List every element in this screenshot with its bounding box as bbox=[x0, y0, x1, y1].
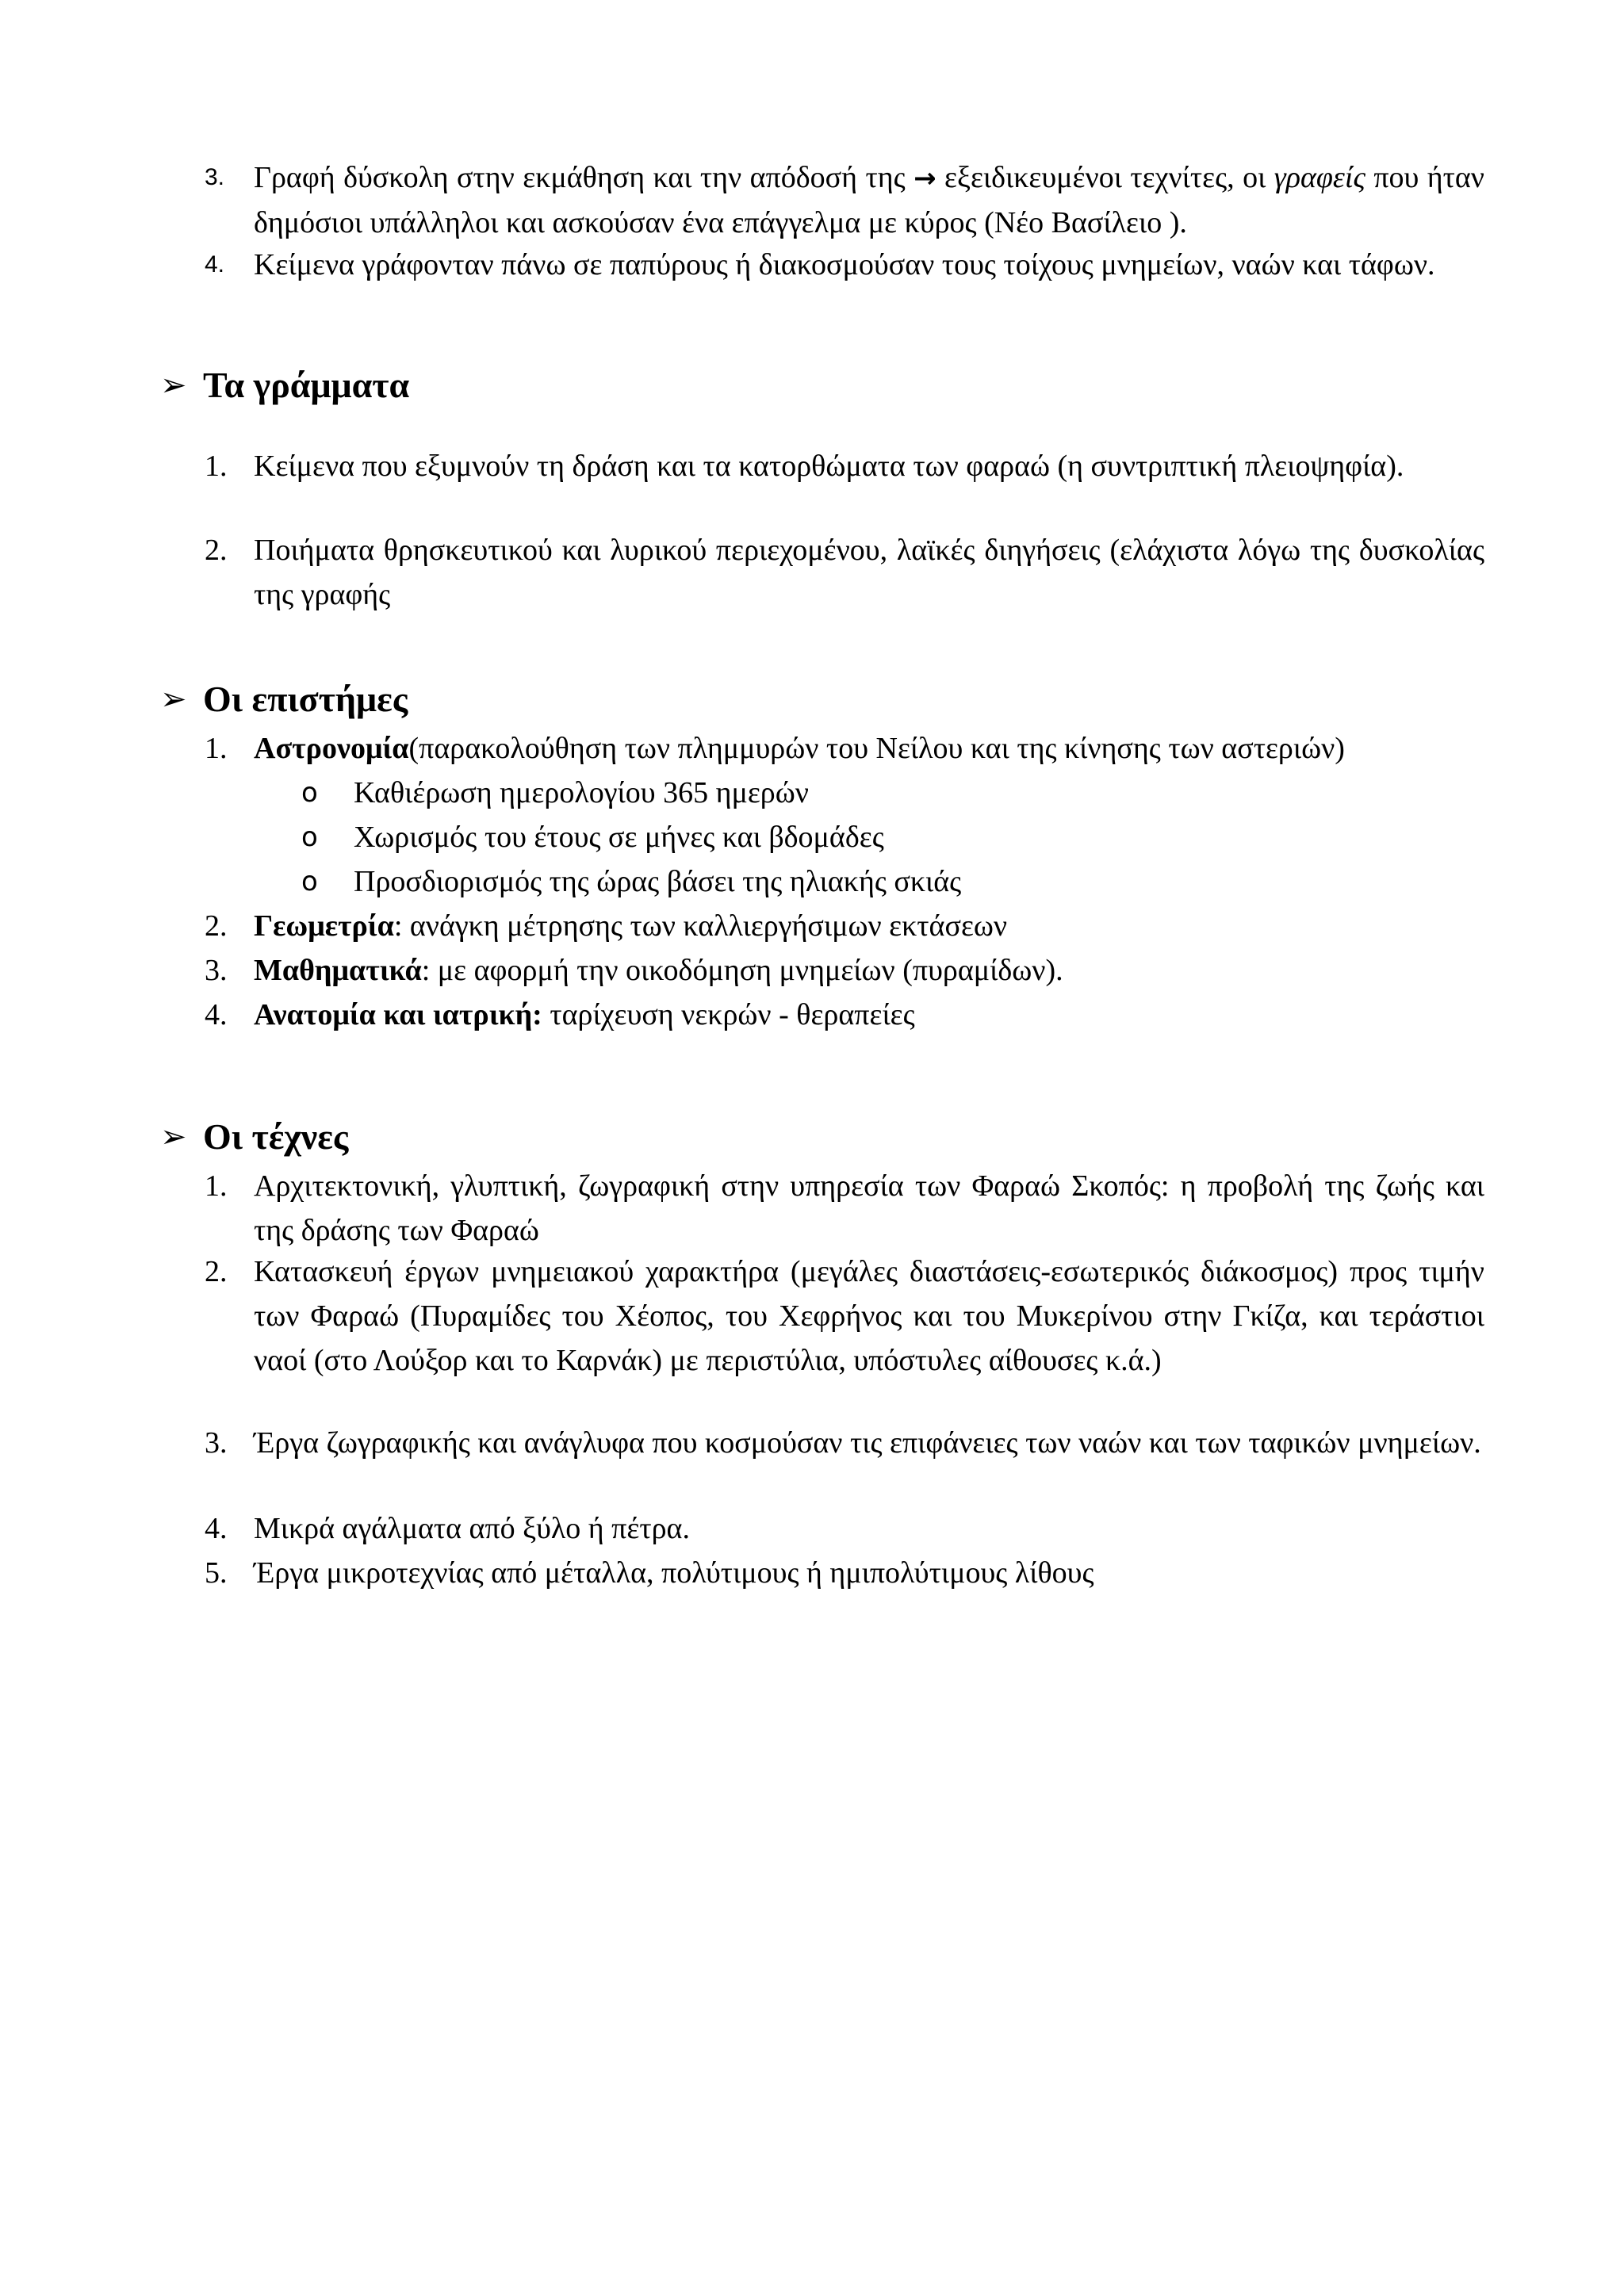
list-number: 5. bbox=[205, 1556, 228, 1590]
list-number: 2. bbox=[205, 1255, 228, 1288]
section-title: Τα γράμματα bbox=[203, 365, 410, 405]
list-number: 4. bbox=[205, 1512, 228, 1545]
circle-bullet-icon: o bbox=[301, 866, 318, 897]
circle-bullet-icon: o bbox=[301, 777, 318, 809]
bold-term: Αστρονομία bbox=[254, 732, 409, 765]
list-text: Κείμενα που εξυμνούν τη δράση και τα κατορθώματα των φαραώ (η συντριπτική πλειοψηφία). bbox=[254, 450, 1404, 483]
list-number: 2. bbox=[205, 534, 228, 567]
list-text: Μαθηματικά: με αφορμή την οικοδόμηση μνημείων (πυραμίδων). bbox=[254, 954, 1063, 987]
list-number: 3. bbox=[205, 1426, 228, 1460]
list-text: Κατασκευή έργων μνημειακού χαρακτήρα (μεγάλες διαστάσεις-εσωτερικός διάκοσμος) προς τιμήν των Φαραώ (Πυραμίδες του Χέοπος, του Χεφρήνος και του Μυκερίνου στην Γκίζα, και τεράστιοι ναοί (στο Λούξορ και το Καρνάκ) με περιστύλια, υπόστυλες αίθουσες κ.ά.) bbox=[254, 1255, 1484, 1377]
list-number: 3. bbox=[205, 954, 228, 987]
list-number: 3. bbox=[205, 164, 225, 190]
list-number: 4. bbox=[205, 251, 225, 277]
list-text: Αρχιτεκτονική, γλυπτική, ζωγραφική στην υπηρεσία των Φαραώ Σκοπός: η προβολή της ζωής και της δράσης των Φαραώ bbox=[254, 1169, 1484, 1247]
bold-term: Γεωμετρία bbox=[254, 909, 394, 943]
list-text: Ανατομία και ιατρική: ταρίχευση νεκρών - θεραπείες bbox=[254, 998, 915, 1031]
section-title: Οι επιστήμες bbox=[203, 679, 408, 719]
list-text: Μικρά αγάλματα από ξύλο ή πέτρα. bbox=[254, 1512, 690, 1545]
list-text: Έργα μικροτεχνίας από μέταλλα, πολύτιμους ή ημιπολύτιμους λίθους bbox=[254, 1556, 1094, 1590]
arrow-bullet-icon: ➢ bbox=[160, 367, 187, 404]
bold-term: Μαθηματικά bbox=[254, 954, 422, 987]
list-text: Αστρονομία(παρακολούθηση των πλημμυρών του Νείλου και της κίνησης των αστεριών) bbox=[254, 732, 1345, 765]
list-text: Κείμενα γράφονταν πάνω σε παπύρους ή διακοσμούσαν τους τοίχους μνημείων, ναών και τάφων. bbox=[254, 248, 1435, 281]
arrow-bullet-icon: ➢ bbox=[160, 1119, 187, 1155]
list-number: 2. bbox=[205, 909, 228, 943]
circle-bullet-icon: o bbox=[301, 821, 318, 853]
bold-term: Ανατομία και ιατρική: bbox=[254, 998, 542, 1031]
arrow-bullet-icon: ➢ bbox=[160, 681, 187, 718]
italic-term: γραφείς bbox=[1274, 161, 1365, 194]
sub-list-text: Καθιέρωση ημερολογίου 365 ημερών bbox=[354, 776, 809, 809]
list-number: 1. bbox=[205, 1169, 228, 1203]
section-title: Οι τέχνες bbox=[203, 1116, 349, 1157]
list-text: Ποιήματα θρησκευτικού και λυρικού περιεχομένου, λαϊκές διηγήσεις (ελάχιστα λόγω της δυσκολίας της γραφής bbox=[254, 534, 1484, 611]
list-number: 1. bbox=[205, 732, 228, 765]
sub-list-text: Χωρισμός του έτους σε μήνες και βδομάδες bbox=[354, 821, 884, 854]
list-text: Γραφή δύσκολη στην εκμάθηση και την απόδοσή της → εξειδικευμένοι τεχνίτες, οι γραφείς που ήταν δημόσιοι υπάλληλοι και ασκούσαν ένα επάγγελμα με κύρος (Νέο Βασίλειο ). bbox=[254, 161, 1484, 239]
sub-list-text: Προσδιορισμός της ώρας βάσει της ηλιακής σκιάς bbox=[354, 865, 962, 898]
list-text: Έργα ζωγραφικής και ανάγλυφα που κοσμούσαν τις επιφάνειες των ναών και των ταφικών μνημείων. bbox=[254, 1426, 1481, 1460]
list-number: 4. bbox=[205, 998, 228, 1031]
list-text: Γεωμετρία: ανάγκη μέτρησης των καλλιεργήσιμων εκτάσεων bbox=[254, 909, 1008, 943]
list-number: 1. bbox=[205, 450, 228, 483]
right-arrow-icon: → bbox=[914, 163, 936, 194]
